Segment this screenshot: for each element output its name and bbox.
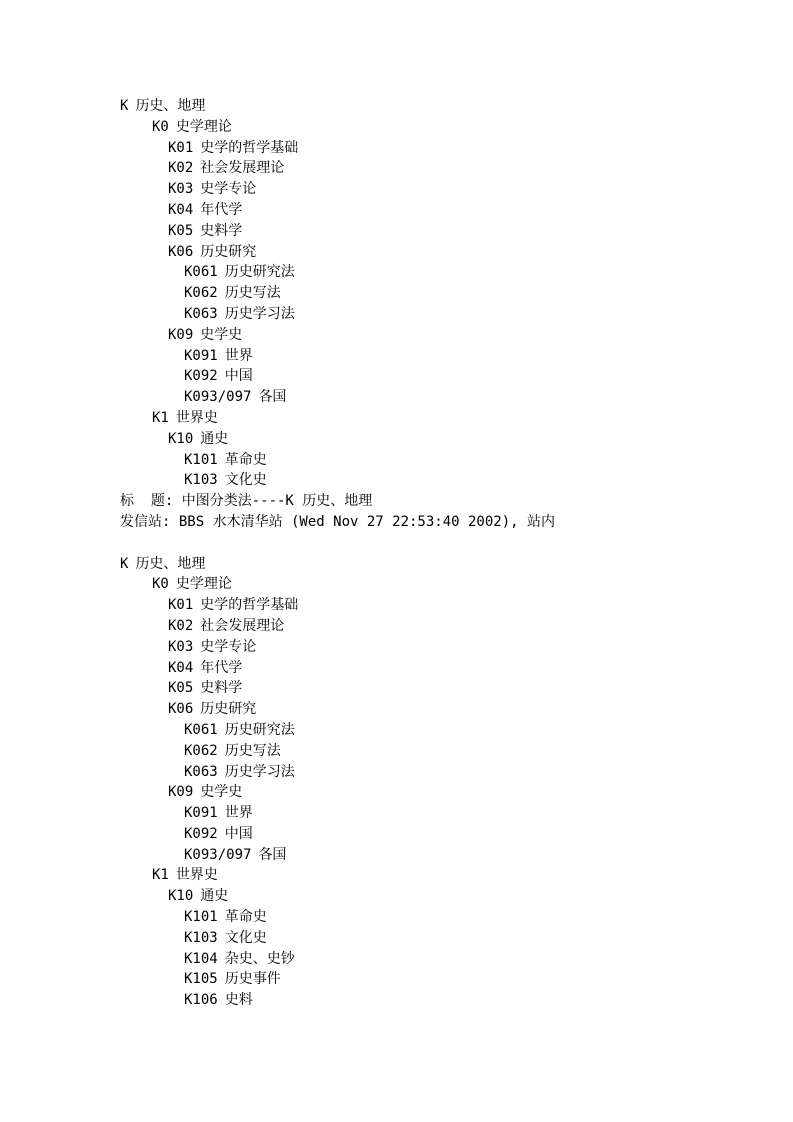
entry-name: 各国	[258, 389, 287, 406]
entry-name: 史料	[224, 992, 253, 1009]
entry-name: 史学理论	[175, 576, 232, 593]
entry-code: K09	[168, 784, 194, 801]
tree-entry	[120, 242, 780, 263]
entry-name: 史料学	[200, 680, 243, 697]
entry-name: 革命史	[224, 451, 267, 468]
entry-code: K04	[168, 201, 194, 218]
entry-name: 史学专论	[200, 181, 257, 198]
tree-entry	[120, 616, 780, 637]
entry-code: K101	[184, 451, 218, 468]
entry-name: 年代学	[200, 201, 243, 218]
entry-code: K061	[184, 264, 218, 281]
tree-entry	[120, 928, 780, 949]
tree-entry	[120, 387, 780, 408]
entry-code: K062	[184, 285, 218, 302]
entry-name: 世界	[224, 805, 253, 822]
entry-code: K092	[184, 825, 218, 842]
entry-code: K105	[184, 971, 218, 988]
entry-name: 历史、地理	[135, 555, 206, 572]
entry-name: 历史写法	[224, 742, 281, 759]
entry-code: K04	[168, 659, 194, 676]
entry-code: K063	[184, 305, 218, 322]
entry-code: K093/097	[184, 846, 252, 863]
entry-name: 史学的哲学基础	[200, 597, 299, 614]
entry-name: 中国	[224, 368, 253, 385]
entry-code: K10	[168, 888, 194, 905]
tree-entry	[120, 283, 780, 304]
document-body	[120, 96, 780, 1011]
entry-code: K104	[184, 950, 218, 967]
entry-code: K1	[152, 409, 169, 426]
tree-entry	[120, 949, 780, 970]
tree-entry	[120, 96, 780, 117]
tree-entry	[120, 658, 780, 679]
entry-name: 史料学	[200, 222, 243, 239]
entry-code: K093/097	[184, 389, 252, 406]
entry-name: 世界史	[175, 867, 218, 884]
tree-entry	[120, 699, 780, 720]
entry-name: 年代学	[200, 659, 243, 676]
entry-code: K02	[168, 617, 194, 634]
tree-entry	[120, 346, 780, 367]
tree-entry	[120, 741, 780, 762]
entry-code: K09	[168, 326, 194, 343]
tree-entry	[120, 990, 780, 1011]
entry-name: 历史研究法	[224, 721, 295, 738]
tree-entry	[120, 117, 780, 138]
entry-name: 革命史	[224, 909, 267, 926]
tree-entry	[120, 554, 780, 575]
entry-name: 社会发展理论	[200, 160, 285, 177]
header-from-line: 发信站: BBS 水木清华站 (Wed Nov 27 22:53:40 2002), 站内	[120, 513, 556, 530]
entry-code: K091	[184, 805, 218, 822]
tree-entry	[120, 262, 780, 283]
entry-code: K091	[184, 347, 218, 364]
entry-name: 通史	[200, 888, 229, 905]
entry-code: K101	[184, 909, 218, 926]
entry-name: 杂史、史钞	[224, 950, 295, 967]
classification-tree-1	[120, 96, 780, 491]
tree-entry	[120, 595, 780, 616]
entry-code: K10	[168, 430, 194, 447]
entry-code: K103	[184, 929, 218, 946]
tree-entry	[120, 325, 780, 346]
entry-code: K	[120, 98, 129, 114]
entry-code: K03	[168, 181, 194, 198]
tree-entry	[120, 969, 780, 990]
tree-entry	[120, 304, 780, 325]
entry-code: K06	[168, 243, 194, 260]
entry-name: 史学的哲学基础	[200, 139, 299, 156]
entry-name: 历史研究	[200, 243, 257, 260]
tree-entry	[120, 678, 780, 699]
tree-entry	[120, 845, 780, 866]
tree-entry	[120, 221, 780, 242]
tree-entry	[120, 200, 780, 221]
entry-name: 史学史	[200, 326, 243, 343]
tree-entry	[120, 179, 780, 200]
entry-name: 史学史	[200, 784, 243, 801]
entry-name: 世界史	[175, 409, 218, 426]
entry-code: K1	[152, 867, 169, 884]
entry-name: 文化史	[224, 929, 267, 946]
entry-code: K092	[184, 368, 218, 385]
tree-entry	[120, 803, 780, 824]
tree-entry	[120, 470, 780, 491]
tree-entry	[120, 366, 780, 387]
entry-code: K061	[184, 721, 218, 738]
entry-name: 历史、地理	[135, 98, 206, 114]
header-title-line: 标 题: 中图分类法----K 历史、地理	[120, 493, 373, 510]
entry-code: K05	[168, 680, 194, 697]
tree-entry	[120, 782, 780, 803]
entry-code: K063	[184, 763, 218, 780]
entry-code: K0	[152, 118, 169, 135]
entry-name: 历史写法	[224, 285, 281, 302]
entry-name: 历史研究	[200, 701, 257, 718]
entry-code: K05	[168, 222, 194, 239]
tree-entry	[120, 824, 780, 845]
tree-entry	[120, 720, 780, 741]
entry-name: 各国	[258, 846, 287, 863]
entry-name: 文化史	[224, 472, 267, 489]
entry-code: K03	[168, 638, 194, 655]
tree-entry	[120, 408, 780, 429]
entry-name: 史学理论	[175, 118, 232, 135]
entry-name: 通史	[200, 430, 229, 447]
tree-entry	[120, 762, 780, 783]
entry-code: K0	[152, 576, 169, 593]
entry-name: 历史事件	[224, 971, 281, 988]
entry-code: K01	[168, 139, 194, 156]
entry-code: K02	[168, 160, 194, 177]
entry-name: 史学专论	[200, 638, 257, 655]
entry-code: K106	[184, 992, 218, 1009]
blank-line	[120, 533, 780, 554]
tree-entry	[120, 886, 780, 907]
entry-name: 世界	[224, 347, 253, 364]
tree-entry	[120, 865, 780, 886]
entry-name: 历史研究法	[224, 264, 295, 281]
entry-name: 历史学习法	[224, 305, 295, 322]
tree-entry	[120, 637, 780, 658]
entry-code: K103	[184, 472, 218, 489]
classification-tree-2	[120, 554, 780, 1012]
entry-code: K01	[168, 597, 194, 614]
entry-code: K062	[184, 742, 218, 759]
tree-entry	[120, 138, 780, 159]
tree-entry	[120, 158, 780, 179]
tree-entry	[120, 907, 780, 928]
entry-code: K	[120, 555, 129, 572]
entry-name: 社会发展理论	[200, 617, 285, 634]
entry-name: 历史学习法	[224, 763, 295, 780]
tree-entry	[120, 574, 780, 595]
entry-name: 中国	[224, 825, 253, 842]
entry-code: K06	[168, 701, 194, 718]
tree-entry	[120, 429, 780, 450]
tree-entry	[120, 450, 780, 471]
